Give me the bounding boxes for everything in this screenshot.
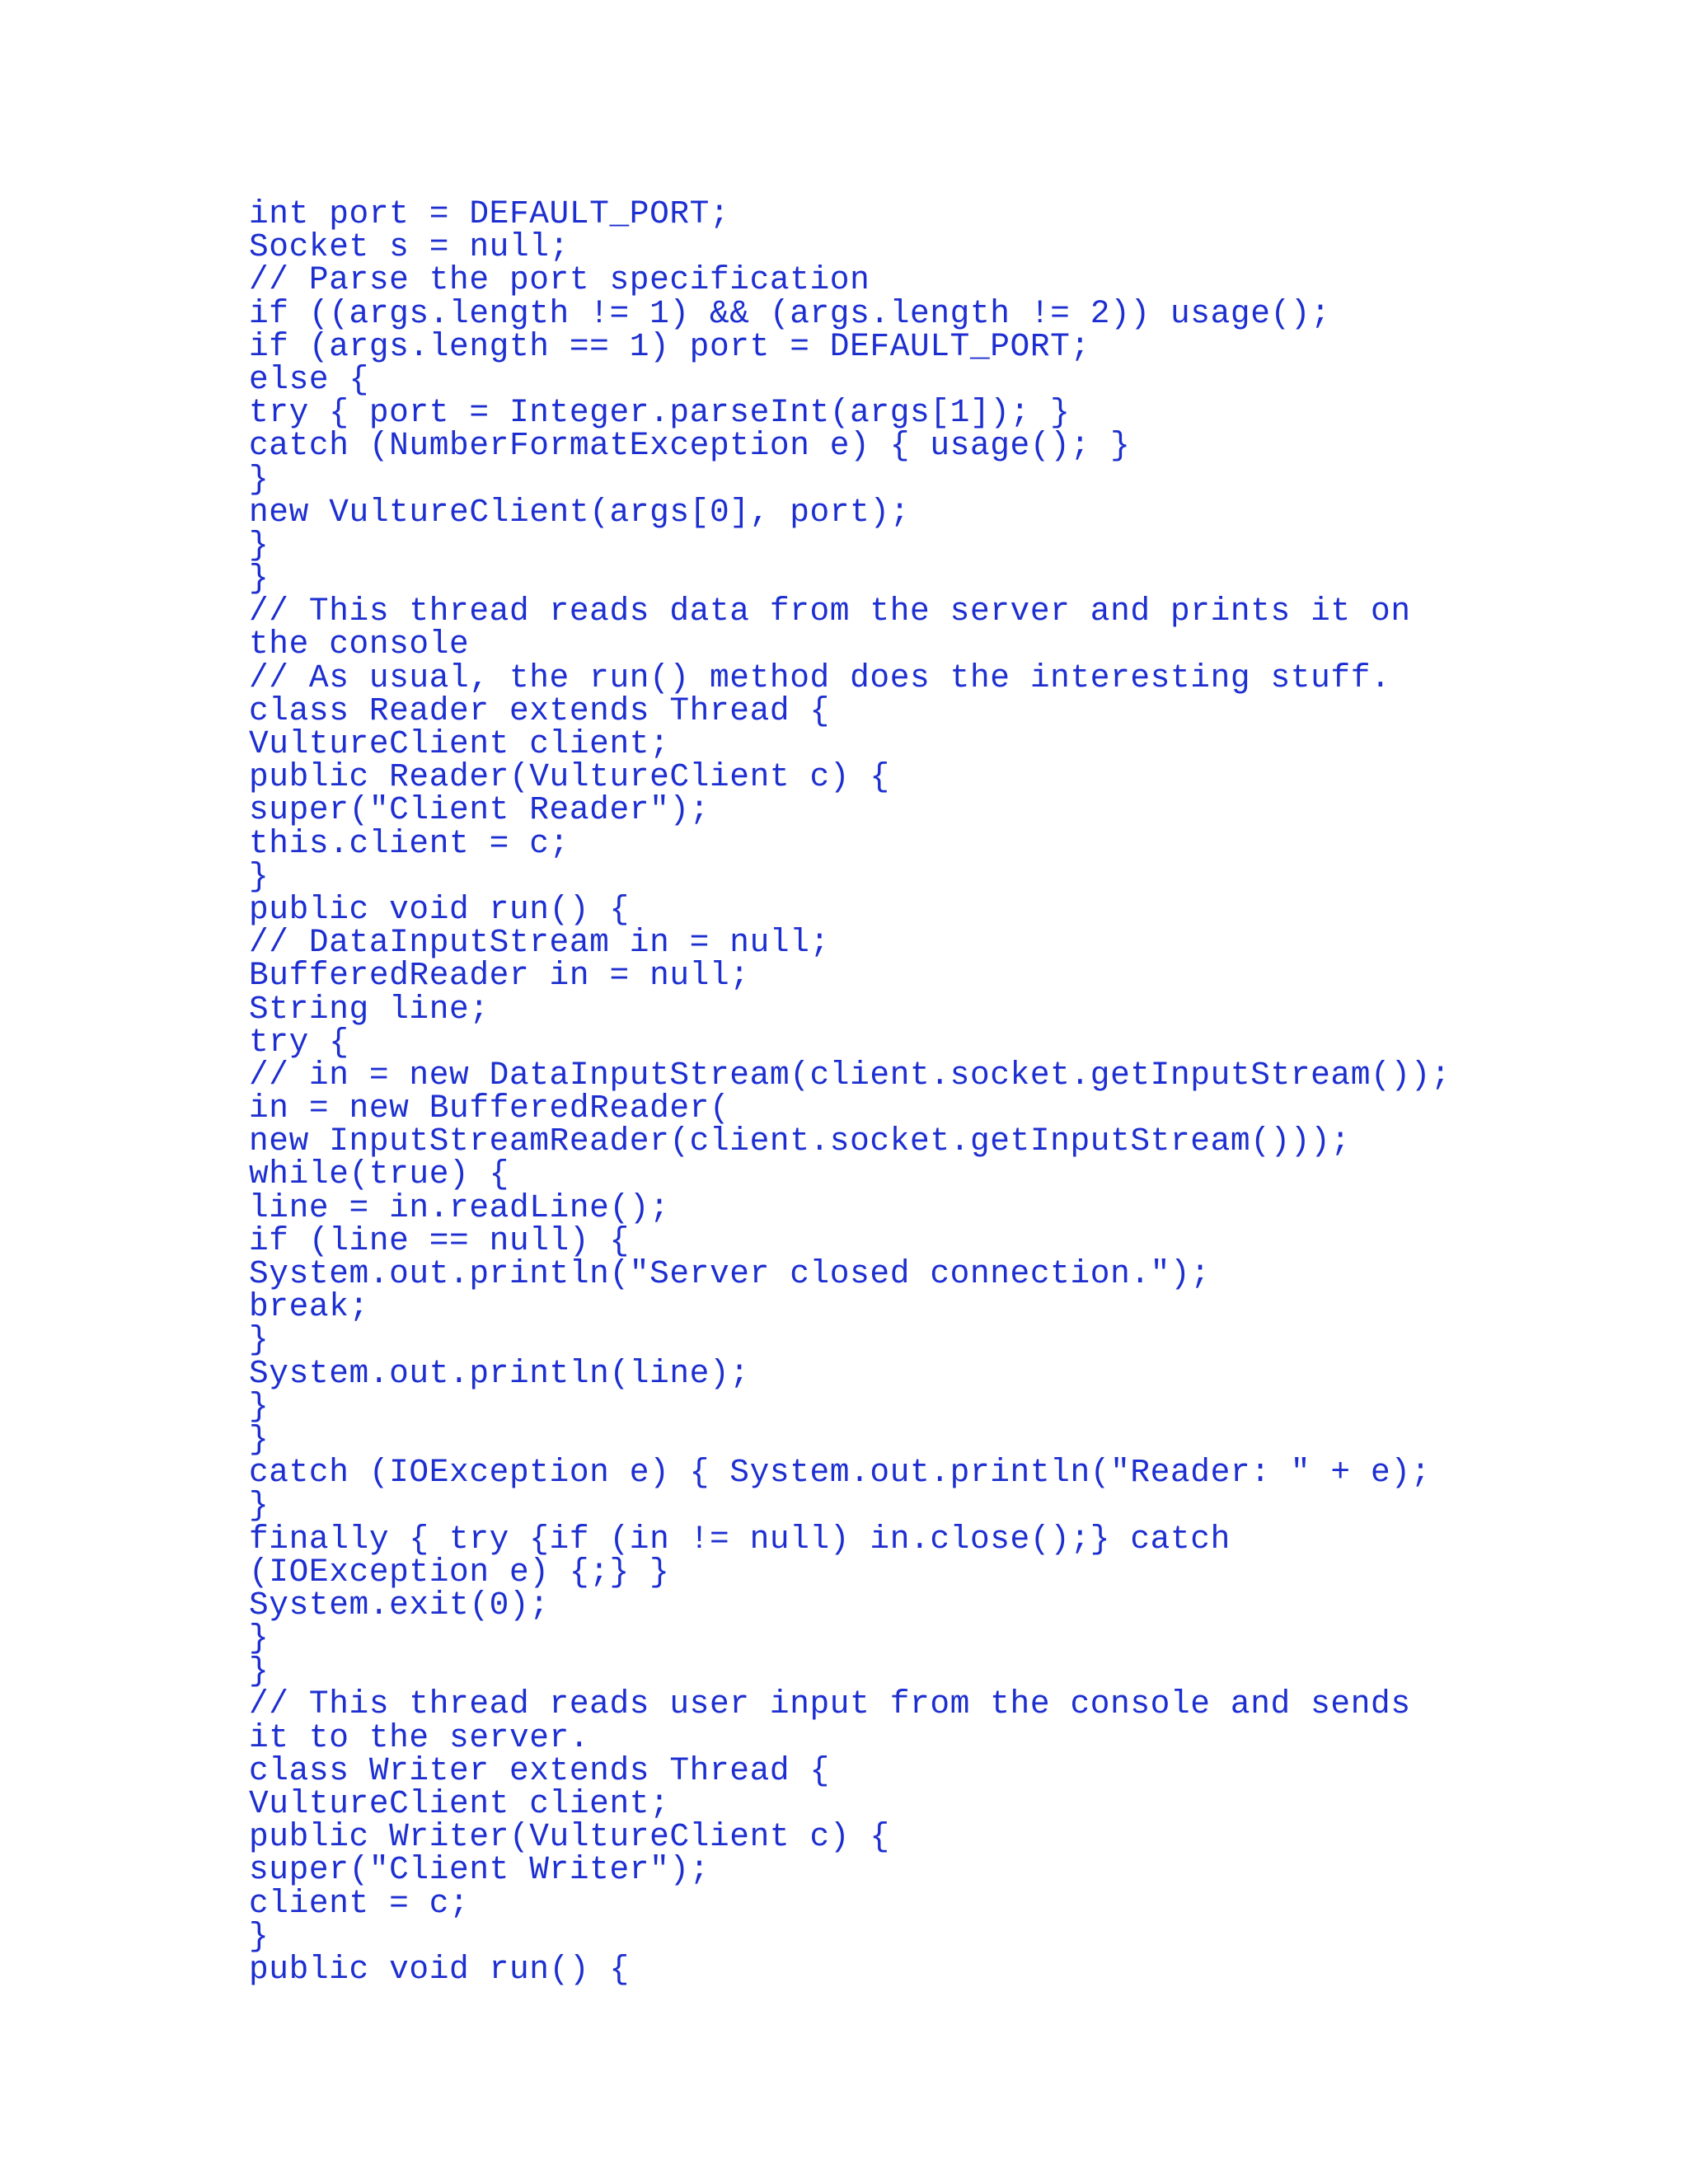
- code-line: finally { try {if (in != null) in.close();} catch: [249, 1520, 1231, 1558]
- code-line: client = c;: [249, 1884, 470, 1922]
- code-line: public void run() {: [249, 1950, 630, 1988]
- code-line: // Parse the port specification: [249, 261, 870, 299]
- code-line: public void run() {: [249, 890, 630, 928]
- code-line: else {: [249, 360, 369, 398]
- code-line: if ((args.length != 1) && (args.length != 2)) usage();: [249, 294, 1331, 332]
- code-line: while(true) {: [249, 1155, 509, 1193]
- code-line: }: [249, 1487, 270, 1525]
- code-line: break;: [249, 1288, 369, 1326]
- code-line: String line;: [249, 990, 490, 1028]
- code-line: }: [249, 526, 270, 564]
- code-line: }: [249, 1387, 270, 1425]
- code-line: System.out.println("Server closed connection.");: [249, 1255, 1211, 1292]
- code-line: // This thread reads user input from the console and sends: [249, 1685, 1411, 1723]
- code-line: in = new BufferedReader(: [249, 1090, 730, 1127]
- code-line: // DataInputStream in = null;: [249, 924, 830, 962]
- code-line: }: [249, 1917, 270, 1955]
- code-line: new VultureClient(args[0], port);: [249, 493, 911, 531]
- code-line: VultureClient client;: [249, 725, 670, 762]
- code-line: (IOException e) {;} }: [249, 1553, 670, 1591]
- code-line: }: [249, 1321, 270, 1359]
- code-line: BufferedReader in = null;: [249, 957, 750, 995]
- code-line: try { port = Integer.parseInt(args[1]); }: [249, 394, 1071, 432]
- code-line: super("Client Writer");: [249, 1851, 710, 1889]
- code-line: new InputStreamReader(client.socket.getInputStream()));: [249, 1122, 1351, 1160]
- code-line: }: [249, 1652, 270, 1690]
- code-line: System.out.println(line);: [249, 1354, 750, 1392]
- code-line: VultureClient client;: [249, 1785, 670, 1822]
- code-line: the console: [249, 626, 470, 663]
- code-line: int port = DEFAULT_PORT;: [249, 195, 730, 232]
- code-line: public Reader(VultureClient c) {: [249, 758, 890, 796]
- code-line: line = in.readLine();: [249, 1188, 670, 1226]
- code-line: if (line == null) {: [249, 1221, 630, 1259]
- code-line: this.client = c;: [249, 824, 570, 862]
- code-line: try {: [249, 1023, 349, 1061]
- code-line: }: [249, 460, 270, 498]
- code-line: it to the server.: [249, 1718, 590, 1756]
- code-line: class Writer extends Thread {: [249, 1751, 830, 1789]
- code-line: }: [249, 857, 270, 895]
- code-line: }: [249, 560, 270, 598]
- code-line: catch (NumberFormatException e) { usage(); }: [249, 427, 1131, 465]
- code-line: super("Client Reader");: [249, 791, 710, 829]
- code-line: // As usual, the run() method does the interesting stuff.: [249, 658, 1391, 696]
- code-line: class Reader extends Thread {: [249, 691, 830, 729]
- code-line: Socket s = null;: [249, 228, 570, 266]
- code-line: // This thread reads data from the server and prints it on: [249, 593, 1411, 630]
- code-line: }: [249, 1619, 270, 1657]
- code-line: public Writer(VultureClient c) {: [249, 1818, 890, 1856]
- code-line: }: [249, 1420, 270, 1458]
- code-line: if (args.length == 1) port = DEFAULT_PORT;: [249, 327, 1090, 365]
- code-line: // in = new DataInputStream(client.socket.getInputStream());: [249, 1056, 1451, 1094]
- code-line: catch (IOException e) { System.out.println("Reader: " + e);: [249, 1454, 1431, 1492]
- code-listing: [249, 195, 1451, 1988]
- code-line: System.exit(0);: [249, 1586, 550, 1624]
